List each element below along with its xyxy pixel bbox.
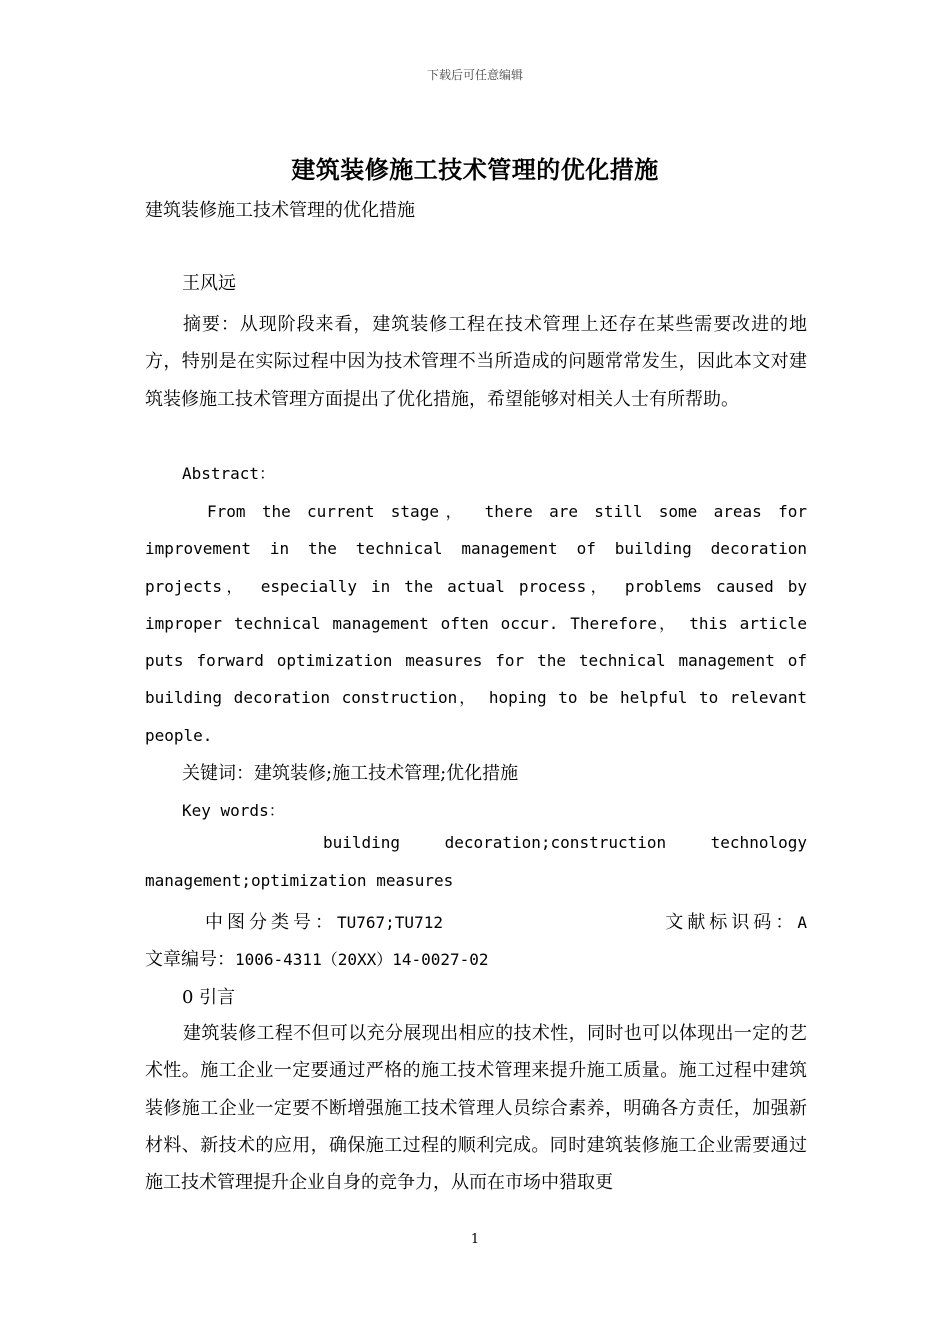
doc-code: A [797,913,807,932]
clc-label: 中图分类号： [205,912,337,933]
article-no-code: 1006-4311（20XX）14-0027-02 [235,950,489,969]
document-title: 建筑装修施工技术管理的优化措施 [291,156,659,184]
keyword-en-part: technology [710,833,807,852]
article-number [145,945,489,971]
document-identifier [665,908,807,934]
author-name: 王风远 [182,273,236,294]
keywords-cn: 关键词：建筑装修;施工技术管理;优化措施 [182,763,519,784]
clc-code: TU767;TU712 [337,913,443,932]
abstract-en: From the current stage， there are still some areas for improvement in the technical management of building decoration projects， especially in the actual process， problems caused by improper technical management often occur. Therefore， this article puts forward optimization measures for the technical management of building decoration construction， hoping to be helpful to relevant people. [145,502,807,745]
keywords-en-line2: management;optimization measures [145,871,454,890]
section-heading: 0 引言 [182,987,236,1008]
classification-number [205,908,443,934]
abstract-en-label: Abstract： [182,464,276,483]
keywords-en-label: Key words： [182,801,285,820]
article-no-label: 文章编号： [145,949,235,970]
keywords-en-line1 [145,833,807,852]
header-note: 下载后可任意编辑 [426,68,523,82]
keyword-en-part: building [323,833,401,852]
intro-paragraph: 建筑装修工程不但可以充分展现出相应的技术性，同时也可以体现出一定的艺术性。施工企业一定要通过严格的施工技术管理来提升施工质量。施工过程中建筑装修施工企业一定要不断增强施工技术管理人员综合素养，明确各方责任，加强新材料、新技术的应用，确保施工过程的顺利完成。同时建筑装修施工企业需要通过施工技术管理提升企业自身的竞争力，从而在市场中猎取更 [145,1023,807,1194]
keyword-en-part: decoration;construction [444,833,667,852]
document-subtitle: 建筑装修施工技术管理的优化措施 [145,200,415,221]
doc-code-label: 文献标识码： [665,912,798,933]
abstract-cn: 摘要：从现阶段来看，建筑装修工程在技术管理上还存在某些需要改进的地方，特别是在实际过程中因为技术管理不当所造成的问题常常发生，因此本文对建筑装修施工技术管理方面提出了优化措施，希望能够对相关人士有所帮助。 [145,314,807,410]
page-number: 1 [470,1232,480,1247]
